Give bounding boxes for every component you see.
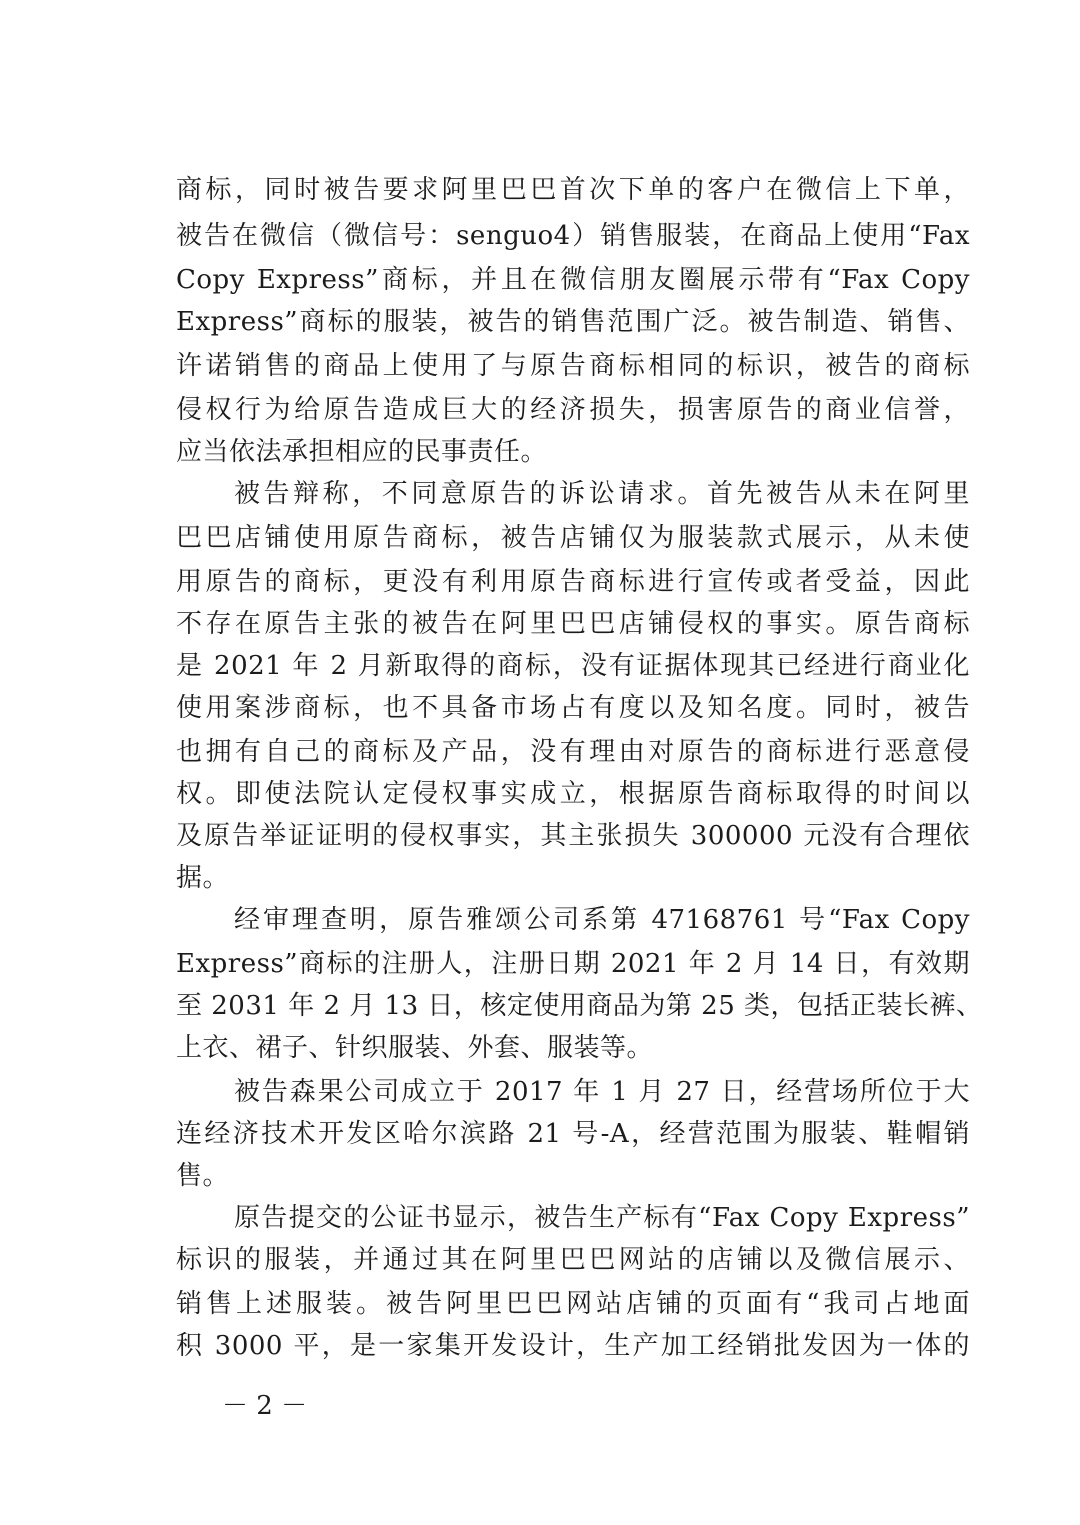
text-line: 是 2021 年 2 月新取得的商标，没有证据体现其已经进行商业化 xyxy=(176,651,970,681)
text-line: 被告在微信（微信号：senguo4）销售服装，在商品上使用“Fax xyxy=(176,221,970,251)
text-line: Express”商标的注册人，注册日期 2021 年 2 月 14 日，有效期 xyxy=(176,949,970,979)
text-line: Express”商标的服装，被告的销售范围广泛。被告制造、销售、 xyxy=(176,307,970,337)
text-line: 及原告举证证明的侵权事实，其主张损失 300000 元没有合理依 xyxy=(176,821,970,851)
paragraph-first-line: 被告森果公司成立于 2017 年 1 月 27 日，经营场所位于大 xyxy=(234,1077,970,1107)
text-line: 用原告的商标，更没有利用原告商标进行宣传或者受益，因此 xyxy=(176,567,970,597)
text-line: 侵权行为给原告造成巨大的经济损失，损害原告的商业信誉， xyxy=(176,395,970,425)
text-line: 据。 xyxy=(176,863,230,893)
text-line: 巴巴店铺使用原告商标，被告店铺仅为服装款式展示，从未使 xyxy=(176,523,970,553)
text-line: Copy Express”商标，并且在微信朋友圈展示带有“Fax Copy xyxy=(176,265,970,295)
text-line: 销售上述服装。被告阿里巴巴网站店铺的页面有“我司占地面 xyxy=(176,1289,970,1319)
paragraph-first-line: 原告提交的公证书显示，被告生产标有“Fax Copy Express” xyxy=(234,1203,970,1233)
text-line: 至 2031 年 2 月 13 日，核定使用商品为第 25 类，包括正装长裤、 xyxy=(176,991,983,1021)
page-number: － 2 － xyxy=(222,1391,308,1421)
text-line: 上衣、裙子、针织服装、外套、服装等。 xyxy=(176,1033,654,1063)
text-line: 使用案涉商标，也不具备市场占有度以及知名度。同时，被告 xyxy=(176,693,970,723)
text-line: 商标，同时被告要求阿里巴巴首次下单的客户在微信上下单， xyxy=(176,175,970,205)
text-line: 也拥有自己的商标及产品，没有理由对原告的商标进行恶意侵 xyxy=(176,737,970,767)
text-line: 权。即使法院认定侵权事实成立，根据原告商标取得的时间以 xyxy=(176,779,970,809)
text-line: 积 3000 平，是一家集开发设计，生产加工经销批发因为一体的 xyxy=(176,1331,970,1361)
text-line: 应当依法承担相应的民事责任。 xyxy=(176,437,548,467)
text-line: 连经济技术开发区哈尔滨路 21 号-A，经营范围为服装、鞋帽销 xyxy=(176,1119,970,1149)
text-line: 许诺销售的商品上使用了与原告商标相同的标识，被告的商标 xyxy=(176,351,970,381)
paragraph-first-line: 经审理查明，原告雅颂公司系第 47168761 号“Fax Copy xyxy=(234,905,970,935)
text-line: 不存在原告主张的被告在阿里巴巴店铺侵权的事实。原告商标 xyxy=(176,609,970,639)
paragraph-first-line: 被告辩称，不同意原告的诉讼请求。首先被告从未在阿里 xyxy=(234,479,970,509)
text-line: 标识的服装，并通过其在阿里巴巴网站的店铺以及微信展示、 xyxy=(176,1245,970,1275)
text-line: 售。 xyxy=(176,1161,230,1191)
